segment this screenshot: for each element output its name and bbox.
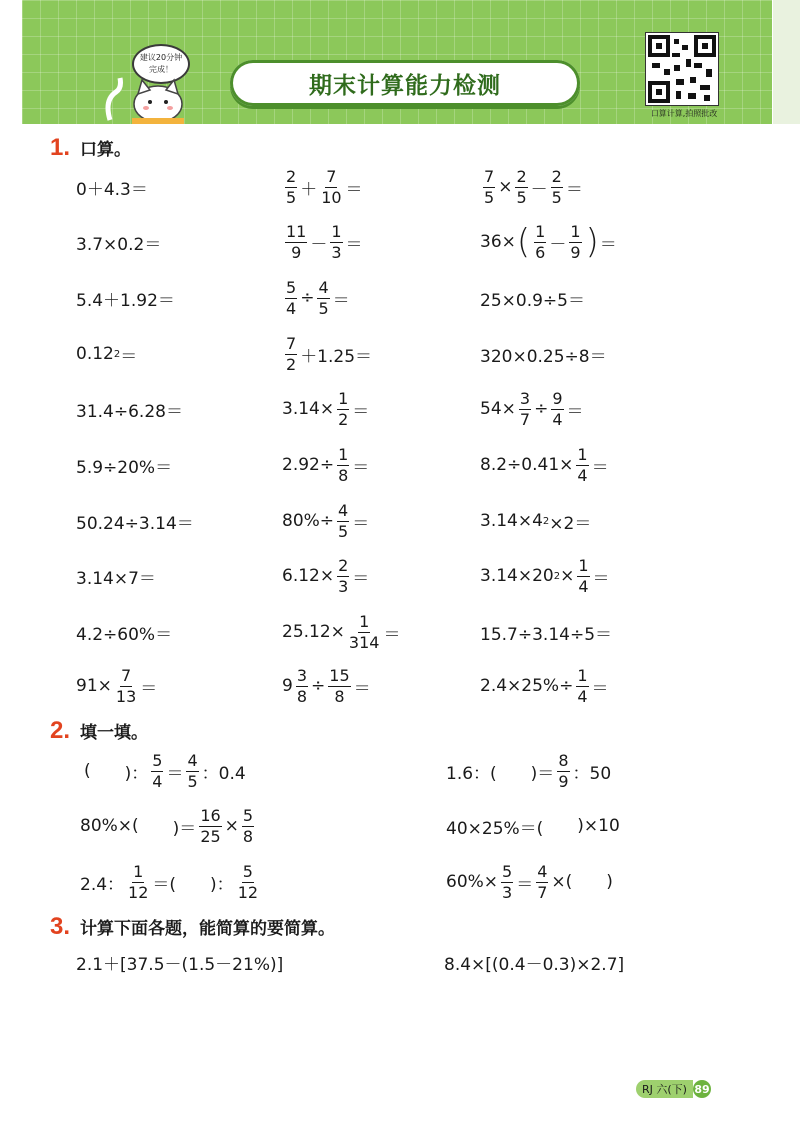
section-1-label: 口算。 [80,140,132,160]
q2-3: 80%×( )＝ $\frac{16}{25}$ × $\frac{5}{8}$ [80,805,254,846]
cat-mascot-icon [102,70,192,124]
header-banner [22,0,772,124]
q1-26: 8.2÷0.41× $\frac{1}{4}$ ＝ [480,444,609,485]
q2-2: 1.6：( )＝ $\frac{8}{9}$ ：50 [446,750,612,791]
page-number-badge [636,1080,711,1098]
q1-6: 5.9÷20%＝ [76,457,173,478]
q1-27: 3.14×4 2 ×2＝ [480,511,592,534]
page-number: 89 [693,1080,711,1098]
qr-code-icon[interactable] [645,32,719,106]
q1-22: 36× ( $\frac{1}{6}$ － $\frac{1}{9}$ ) ＝ [480,221,617,262]
q2-4: 40×25%＝( )×10 [446,816,620,839]
q1-19: 25.12× $\frac{1}{314}$ ＝ [282,611,401,652]
q1-4: 0.12 2 ＝ [76,344,138,367]
q1-15: 3.14× $\frac{1}{2}$ ＝ [282,388,370,429]
q1-7: 50.24÷3.14＝ [76,513,194,534]
q2-5: 2.4： $\frac{1}{12}$ ＝( )： $\frac{5}{12}$ [80,861,259,902]
qr-caption: 口算计算,拍照批改 [650,109,718,118]
q1-9: 4.2÷60%＝ [76,624,173,645]
q3-2: 8.4×[(0.4－0.3)×2.7] [444,954,625,975]
q1-18: 6.12× $\frac{2}{3}$ ＝ [282,555,370,596]
q1-21: $\frac{7}{5}$ × $\frac{2}{5}$ － $\frac{2}{5}$ ＝ [484,166,583,207]
q1-1: 0＋4.3＝ [76,179,148,200]
q1-8: 3.14×7＝ [76,568,156,589]
bubble-text: 建议20分钟完成！ [139,53,183,74]
section-2-label: 填一填。 [80,723,149,743]
q2-6: 60%× $\frac{5}{3}$ ＝ $\frac{4}{7}$ ×( ) [446,861,613,902]
q1-17: 80%÷ $\frac{4}{5}$ ＝ [282,500,370,541]
q1-20: 9 $\frac{3}{8}$ ÷ $\frac{15}{8}$ ＝ [282,665,371,706]
q3-1: 2.1＋[37.5－(1.5－21%)] [76,954,284,975]
q1-23: 25×0.9÷5＝ [480,290,585,311]
page-edge [773,0,800,124]
section-1-number: 1. [50,134,71,161]
q1-30: 2.4×25%÷ $\frac{1}{4}$ ＝ [480,665,609,706]
q1-11: $\frac{2}{5}$ ＋ $\frac{7}{10}$ ＝ [286,166,363,207]
section-1-title [50,134,131,162]
q1-13: $\frac{5}{4}$ ÷ $\frac{4}{5}$ ＝ [286,277,350,318]
q1-28: 3.14×20 2 × $\frac{1}{4}$ ＝ [480,555,610,596]
q1-25: 54× $\frac{3}{7}$ ÷ $\frac{9}{4}$ ＝ [480,388,584,429]
edition-label: RJ 六(下) [636,1080,693,1098]
section-2-title [50,717,148,745]
q1-5: 31.4÷6.28＝ [76,401,183,422]
q1-3: 5.4＋1.92＝ [76,290,175,311]
q1-29: 15.7÷3.14÷5＝ [480,624,613,645]
q1-24: 320×0.25÷8＝ [480,346,607,367]
q2-1: ( )： $\frac{5}{4}$ ＝ $\frac{4}{5}$ ：0.4 [84,750,246,791]
q1-2: 3.7×0.2＝ [76,234,162,255]
q1-12: $\frac{11}{9}$ － $\frac{1}{3}$ ＝ [286,221,363,262]
q1-14: $\frac{7}{2}$ ＋1.25＝ [286,333,373,374]
section-2-number: 2. [50,717,71,744]
section-3-number: 3. [50,913,71,940]
page-title: 期末计算能力检测 [230,60,580,106]
section-3-label: 计算下面各题，能简算的要简算。 [80,919,336,939]
q1-16: 2.92÷ $\frac{1}{8}$ ＝ [282,444,370,485]
q1-10: 91× $\frac{7}{13}$ ＝ [76,665,158,706]
